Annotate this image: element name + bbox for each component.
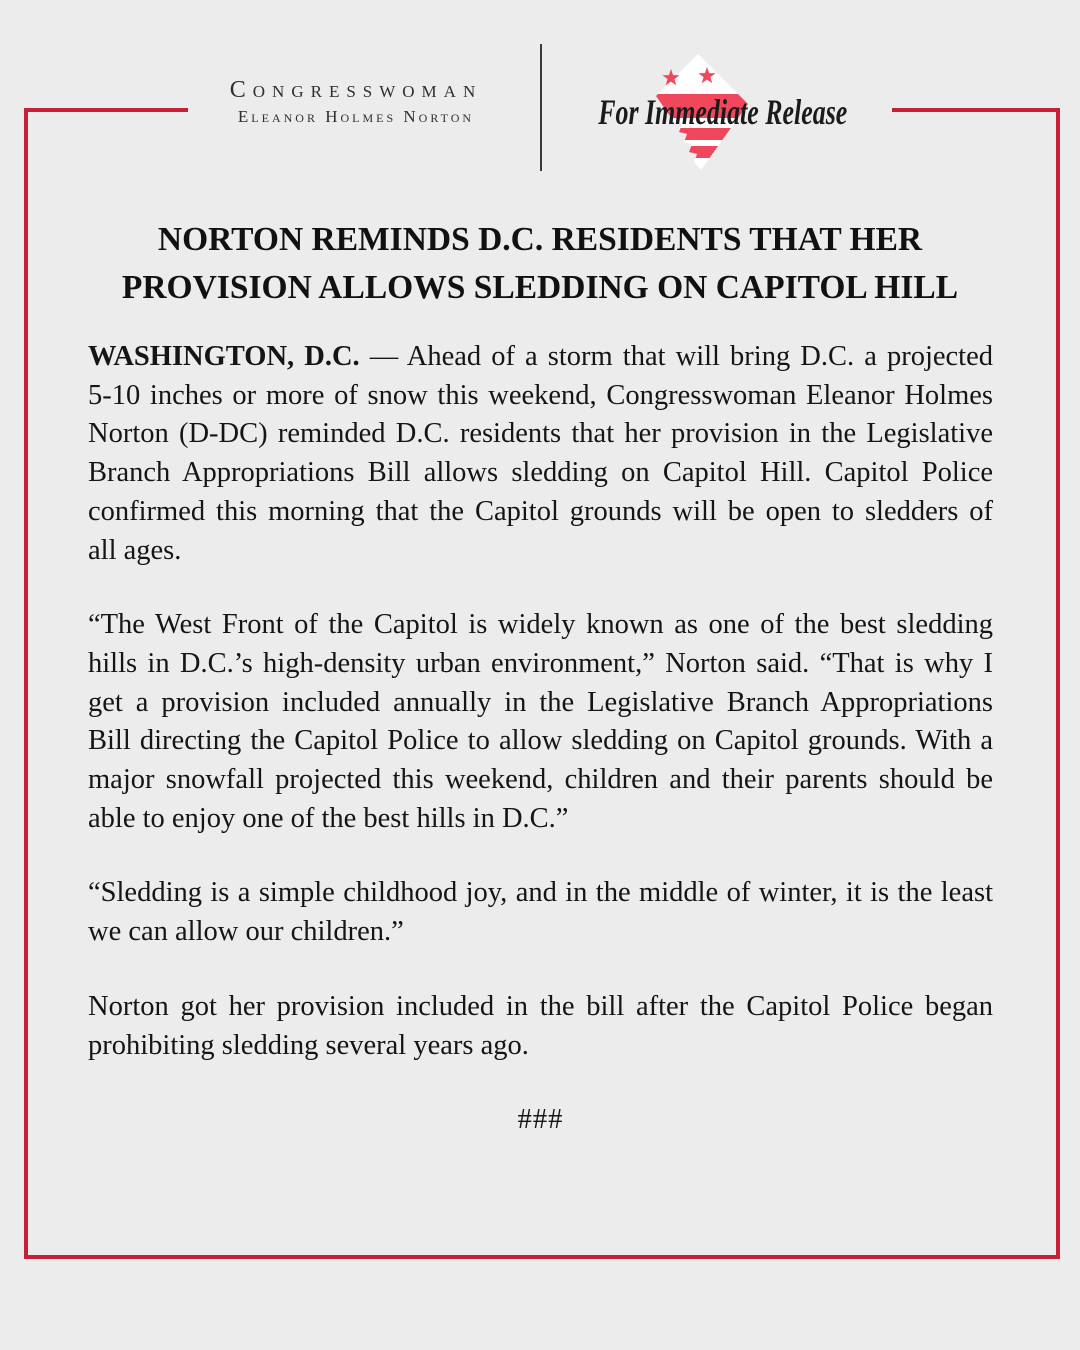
end-mark: ### [517, 1104, 564, 1136]
body-line: confirmed this morning that the Capitol grounds will be open to sledders of [88, 495, 993, 527]
headline [60, 216, 1020, 312]
body-line: Bill directing the Capitol Police to allow sledding on Capitol grounds. With a [88, 725, 993, 757]
frame-top-left-border [24, 108, 188, 112]
headline-line: PROVISION ALLOWS SLEDDING ON CAPITOL HILL [121, 269, 959, 306]
office-wordmark [170, 76, 542, 130]
body-line: major snowfall projected this weekend, children and their parents should be [88, 764, 993, 796]
office-member-name: Eleanor Holmes Norton [237, 107, 475, 126]
body-line: we can allow our children.” [88, 916, 404, 948]
body-line: able to enjoy one of the best hills in D.C.” [88, 802, 569, 834]
header-divider [540, 44, 542, 171]
paragraph [88, 606, 993, 838]
body-line: 5-10 inches or more of snow this weekend, Congresswoman Eleanor Holmes [88, 379, 993, 411]
body-line: WASHINGTON, D.C. — Ahead of a storm that will bring D.C. a projected [88, 341, 993, 372]
body-line: “Sledding is a simple childhood joy, and in the middle of winter, it is the least [88, 877, 993, 909]
body-line: all ages. [88, 534, 182, 566]
paragraph [88, 338, 993, 570]
paragraphs-host [88, 338, 993, 1065]
body-line: Branch Appropriations Bill allows sledding on Capitol Hill. Capitol Police [88, 457, 993, 489]
body-copy [88, 338, 993, 1140]
body-line: “The West Front of the Capitol is widely known as one of the best sledding [88, 609, 993, 641]
frame-top-right-border [892, 108, 1060, 112]
headline-line: NORTON REMINDS D.C. RESIDENTS THAT HER [157, 221, 923, 258]
frame-bottom-border [24, 1255, 1060, 1259]
body-line: prohibiting sledding several years ago. [88, 1029, 529, 1061]
release-label: For Immediate Release [598, 92, 848, 132]
paragraph [88, 874, 993, 951]
body-line: Norton got her provision included in the bill after the Capitol Police began [88, 990, 993, 1022]
office-title: Congresswoman [229, 77, 483, 103]
body-line: hills in D.C.’s high-density urban environment,” Norton said. “That is why I [88, 647, 993, 679]
body-line: Norton (D-DC) reminded D.C. residents that her provision in the Legislative [88, 418, 993, 450]
body-line: get a provision included annually in the Legislative Branch Appropriations [88, 686, 993, 718]
paragraph [88, 988, 993, 1065]
frame-right-border [1056, 108, 1060, 1259]
frame-left-border [24, 108, 28, 1259]
